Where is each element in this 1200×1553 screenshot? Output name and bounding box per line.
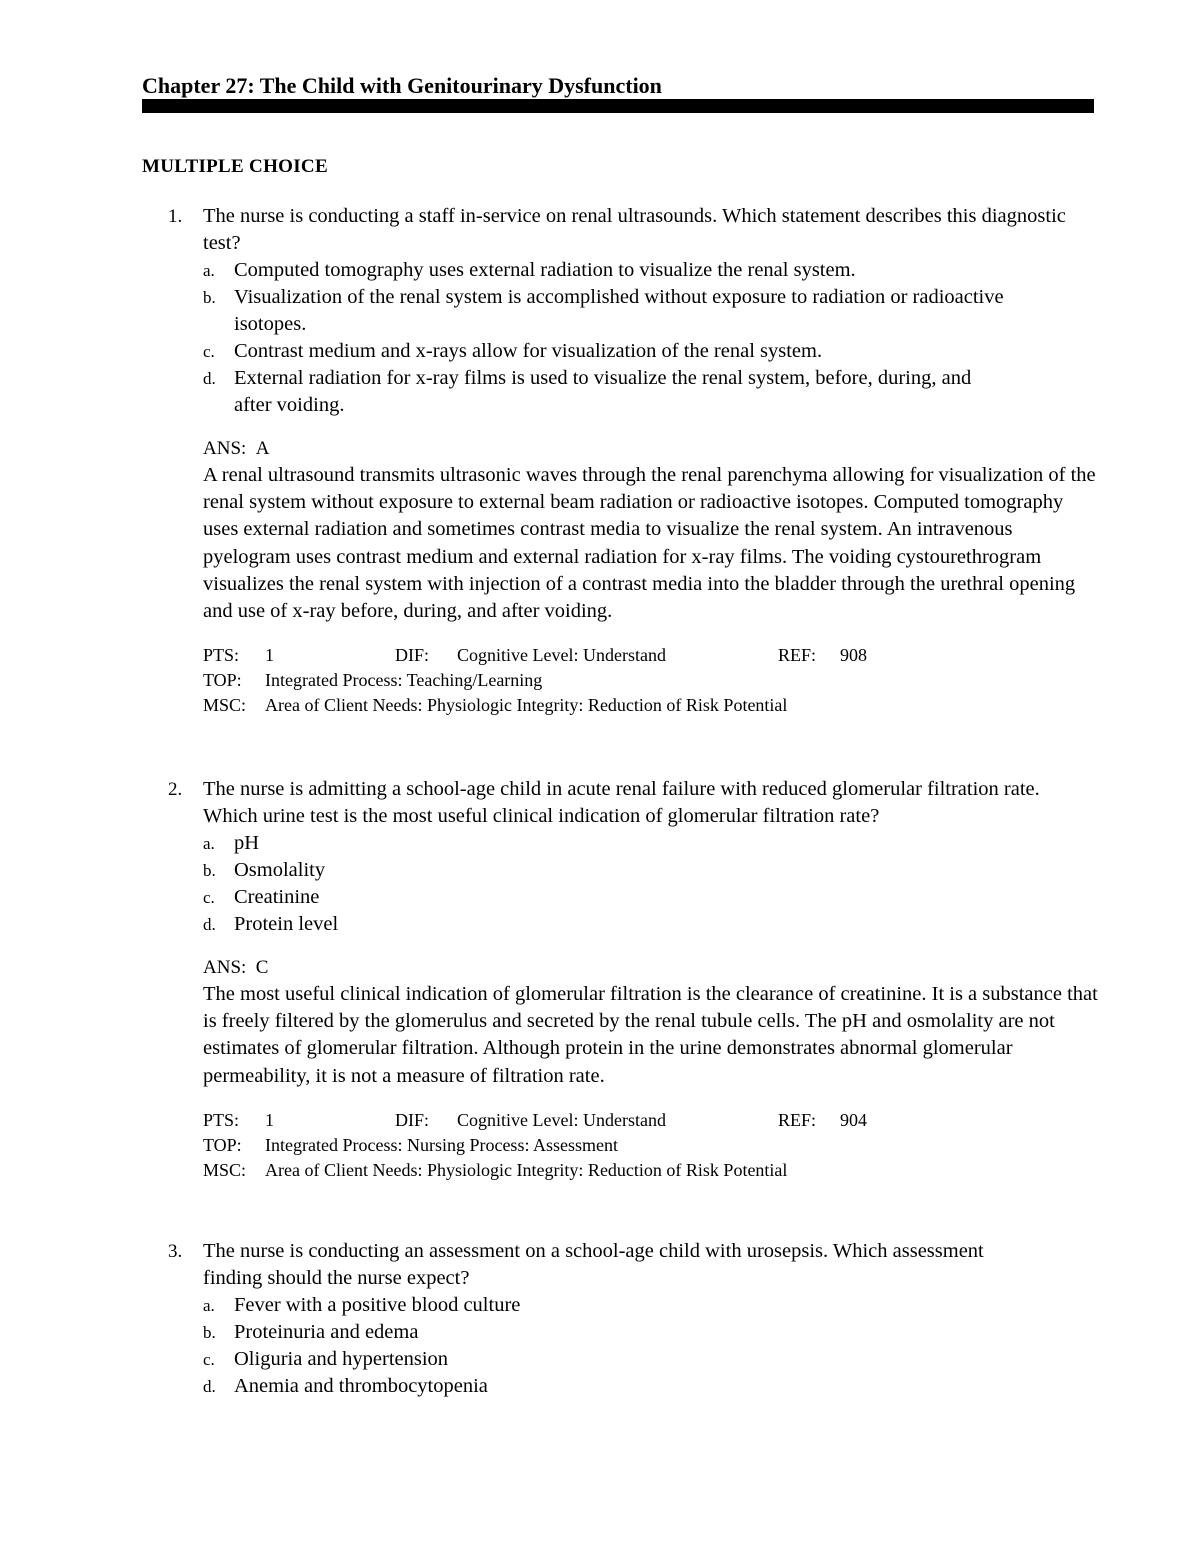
option-d xyxy=(203,911,1098,938)
option-letter: c. xyxy=(203,888,215,907)
question-1 xyxy=(142,203,1102,718)
option-text: Visualization of the renal system is accomplished without exposure to radiation or radioactive isotopes. xyxy=(234,286,1004,335)
option-letter: d. xyxy=(203,915,216,934)
option-letter: c. xyxy=(203,342,215,361)
rationale: A renal ultrasound transmits ultrasonic waves through the renal parenchyma allowing for visualization of the renal system without exposure to external beam radiation or radioactive isotopes. Computed tomography uses external radiation and sometimes contrast media to visualize the renal system. An intravenous pyelogram uses contrast medium and external radiation for x-ray films. The voiding cystourethrogram visualizes the renal system with injection of a contrast media into the bladder through the urethral opening and use of x-ray before, during, and after voiding. xyxy=(203,464,1096,623)
dif-value: Cognitive Level: Understand xyxy=(457,645,666,666)
option-letter: d. xyxy=(203,1377,216,1396)
option-text: pH xyxy=(234,832,260,854)
msc-label: MSC: xyxy=(203,1159,247,1180)
top-label: TOP: xyxy=(203,670,242,691)
option-text: Proteinuria and edema xyxy=(234,1321,419,1343)
question-number: 1. xyxy=(168,206,183,227)
answer-label: ANS: xyxy=(203,957,247,978)
option-text: Oliguria and hypertension xyxy=(234,1348,449,1370)
option-list xyxy=(203,1292,1098,1400)
option-letter: a. xyxy=(203,834,215,853)
dif-label: DIF: xyxy=(395,645,430,666)
answer-value: A xyxy=(255,438,270,459)
answer-value: C xyxy=(255,957,269,978)
msc-label: MSC: xyxy=(203,695,247,716)
option-text: Anemia and thrombocytopenia xyxy=(234,1375,488,1397)
option-letter: d. xyxy=(203,369,216,388)
option-letter: c. xyxy=(203,1350,215,1369)
pts-value: 1 xyxy=(265,1109,274,1130)
msc-value: Area of Client Needs: Physiologic Integrity: Reduction of Risk Potential xyxy=(265,1159,788,1180)
top-label: TOP: xyxy=(203,1134,242,1155)
option-d xyxy=(203,365,1098,419)
option-text: Computed tomography uses external radiation to visualize the renal system. xyxy=(234,259,856,281)
option-letter: b. xyxy=(203,1323,216,1342)
option-letter: a. xyxy=(203,261,215,280)
ref-value: 904 xyxy=(840,1109,867,1130)
option-a xyxy=(203,257,1098,284)
option-text: Creatinine xyxy=(234,886,320,908)
option-text: External radiation for x-ray films is used to visualize the renal system, before, during, and after voiding. xyxy=(234,367,972,416)
option-c xyxy=(203,1346,1098,1373)
option-text: Osmolality xyxy=(234,859,326,881)
meta-row-pts xyxy=(203,1108,1098,1133)
meta-row-msc xyxy=(203,1158,1098,1183)
option-b xyxy=(203,284,1098,338)
section-heading: MULTIPLE CHOICE xyxy=(142,156,328,177)
title-rule xyxy=(142,99,1094,113)
meta-row-pts xyxy=(203,643,1098,668)
option-text: Fever with a positive blood culture xyxy=(234,1294,521,1316)
question-number: 2. xyxy=(168,779,183,800)
question-3 xyxy=(142,1238,1102,1400)
top-value: Integrated Process: Nursing Process: Assessment xyxy=(265,1134,618,1155)
dif-value: Cognitive Level: Understand xyxy=(457,1109,666,1130)
pts-value: 1 xyxy=(265,645,274,666)
ref-label: REF: xyxy=(778,645,817,666)
question-stem: The nurse is conducting an assessment on a school-age child with urosepsis. Which assessment finding should the nurse expect? xyxy=(203,1240,984,1289)
top-value: Integrated Process: Teaching/Learning xyxy=(265,670,543,691)
option-d xyxy=(203,1373,1098,1400)
option-list xyxy=(203,830,1098,938)
option-a xyxy=(203,830,1098,857)
metadata-block xyxy=(203,1108,1098,1183)
option-c xyxy=(203,884,1098,911)
option-letter: b. xyxy=(203,861,216,880)
question-2 xyxy=(142,776,1102,1183)
meta-row-top xyxy=(203,668,1098,693)
dif-label: DIF: xyxy=(395,1109,430,1130)
answer-line xyxy=(203,954,1098,981)
option-a xyxy=(203,1292,1098,1319)
question-stem: The nurse is conducting a staff in-service on renal ultrasounds. Which statement describes this diagnostic test? xyxy=(203,205,1066,254)
meta-row-msc xyxy=(203,693,1098,718)
option-b xyxy=(203,857,1098,884)
option-b xyxy=(203,1319,1098,1346)
msc-value: Area of Client Needs: Physiologic Integrity: Reduction of Risk Potential xyxy=(265,695,788,716)
ref-value: 908 xyxy=(840,645,867,666)
chapter-title: Chapter 27: The Child with Genitourinary Dysfunction xyxy=(142,73,662,98)
option-text: Protein level xyxy=(234,913,339,935)
rationale: The most useful clinical indication of glomerular filtration is the clearance of creatinine. It is a substance that is freely filtered by the glomerulus and secreted by the renal tubule cells. The pH and osmolality are not estimates of glomerular filtration. Although protein in the urine demonstrates abnormal glomerular permeability, it is not a measure of filtration rate. xyxy=(203,983,1098,1087)
answer-line xyxy=(203,435,1098,462)
option-c xyxy=(203,338,1098,365)
ref-label: REF: xyxy=(778,1109,817,1130)
option-letter: b. xyxy=(203,288,216,307)
question-stem: The nurse is admitting a school-age child in acute renal failure with reduced glomerular filtration rate. Which urine test is the most useful clinical indication of glomerular filtration rate? xyxy=(203,778,1040,827)
answer-label: ANS: xyxy=(203,438,247,459)
pts-label: PTS: xyxy=(203,1109,240,1130)
metadata-block xyxy=(203,643,1098,718)
option-list xyxy=(203,257,1098,419)
question-number: 3. xyxy=(168,1241,183,1262)
option-letter: a. xyxy=(203,1296,215,1315)
option-text: Contrast medium and x-rays allow for visualization of the renal system. xyxy=(234,340,823,362)
pts-label: PTS: xyxy=(203,645,240,666)
meta-row-top xyxy=(203,1133,1098,1158)
